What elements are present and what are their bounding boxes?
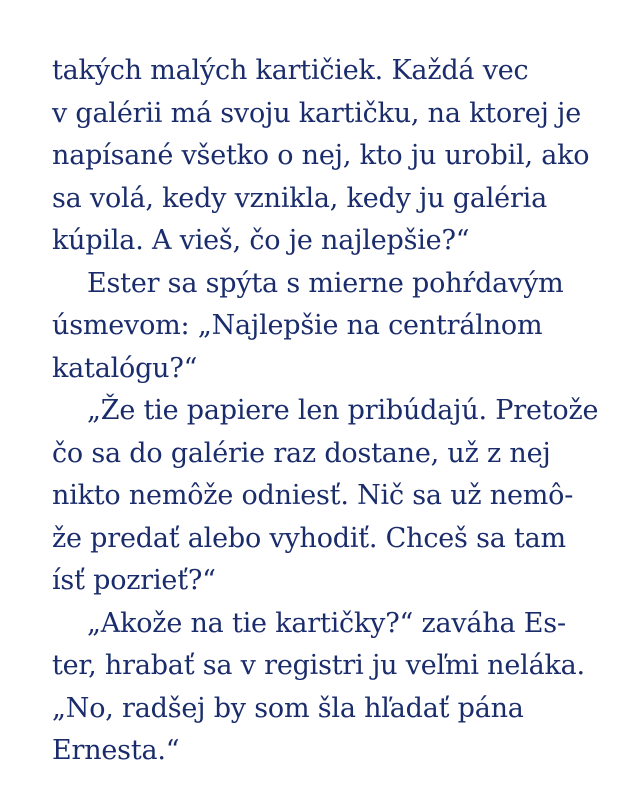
text-line: takých malých kartičiek. Každá vec xyxy=(52,55,529,86)
paragraph-first-line: „Že tie papiere len pribúdajú. Pretože xyxy=(87,395,599,426)
paragraph-first-line: „Akože na tie kartičky?“ zaváha Es- xyxy=(87,607,566,639)
text-line: že predať alebo vyhodiť. Chceš sa tam xyxy=(52,522,566,554)
text-line: kúpila. A vieš, čo je najlepšie?“ xyxy=(52,225,470,256)
text-line: napísané všetko o nej, kto ju urobil, ako xyxy=(52,140,590,171)
text-line: v galérii má svoju kartičku, na ktorej je xyxy=(52,97,581,129)
text-line: sa volá, kedy vznikla, kedy ju galéria xyxy=(52,182,547,214)
text-line: katalógu?“ xyxy=(52,352,198,384)
text-line: Ernesta.“ xyxy=(52,735,180,766)
text-line: ter, hrabať sa v registri ju veľmi neláka. xyxy=(52,650,585,681)
text-line: ísť pozrieť?“ xyxy=(52,565,216,596)
text-line: úsmevom: „Najlepšie na centrálnom xyxy=(52,310,543,341)
text-line: čo sa do galérie raz dostane, už z nej xyxy=(52,437,551,469)
paragraph-first-line: Ester sa spýta s mierne pohŕdavým xyxy=(87,267,564,299)
text-line: nikto nemôže odniesť. Nič sa už nemô- xyxy=(52,480,574,511)
text-line: „No, radšej by som šla hľadať pána xyxy=(52,692,524,724)
body-text xyxy=(52,50,612,773)
